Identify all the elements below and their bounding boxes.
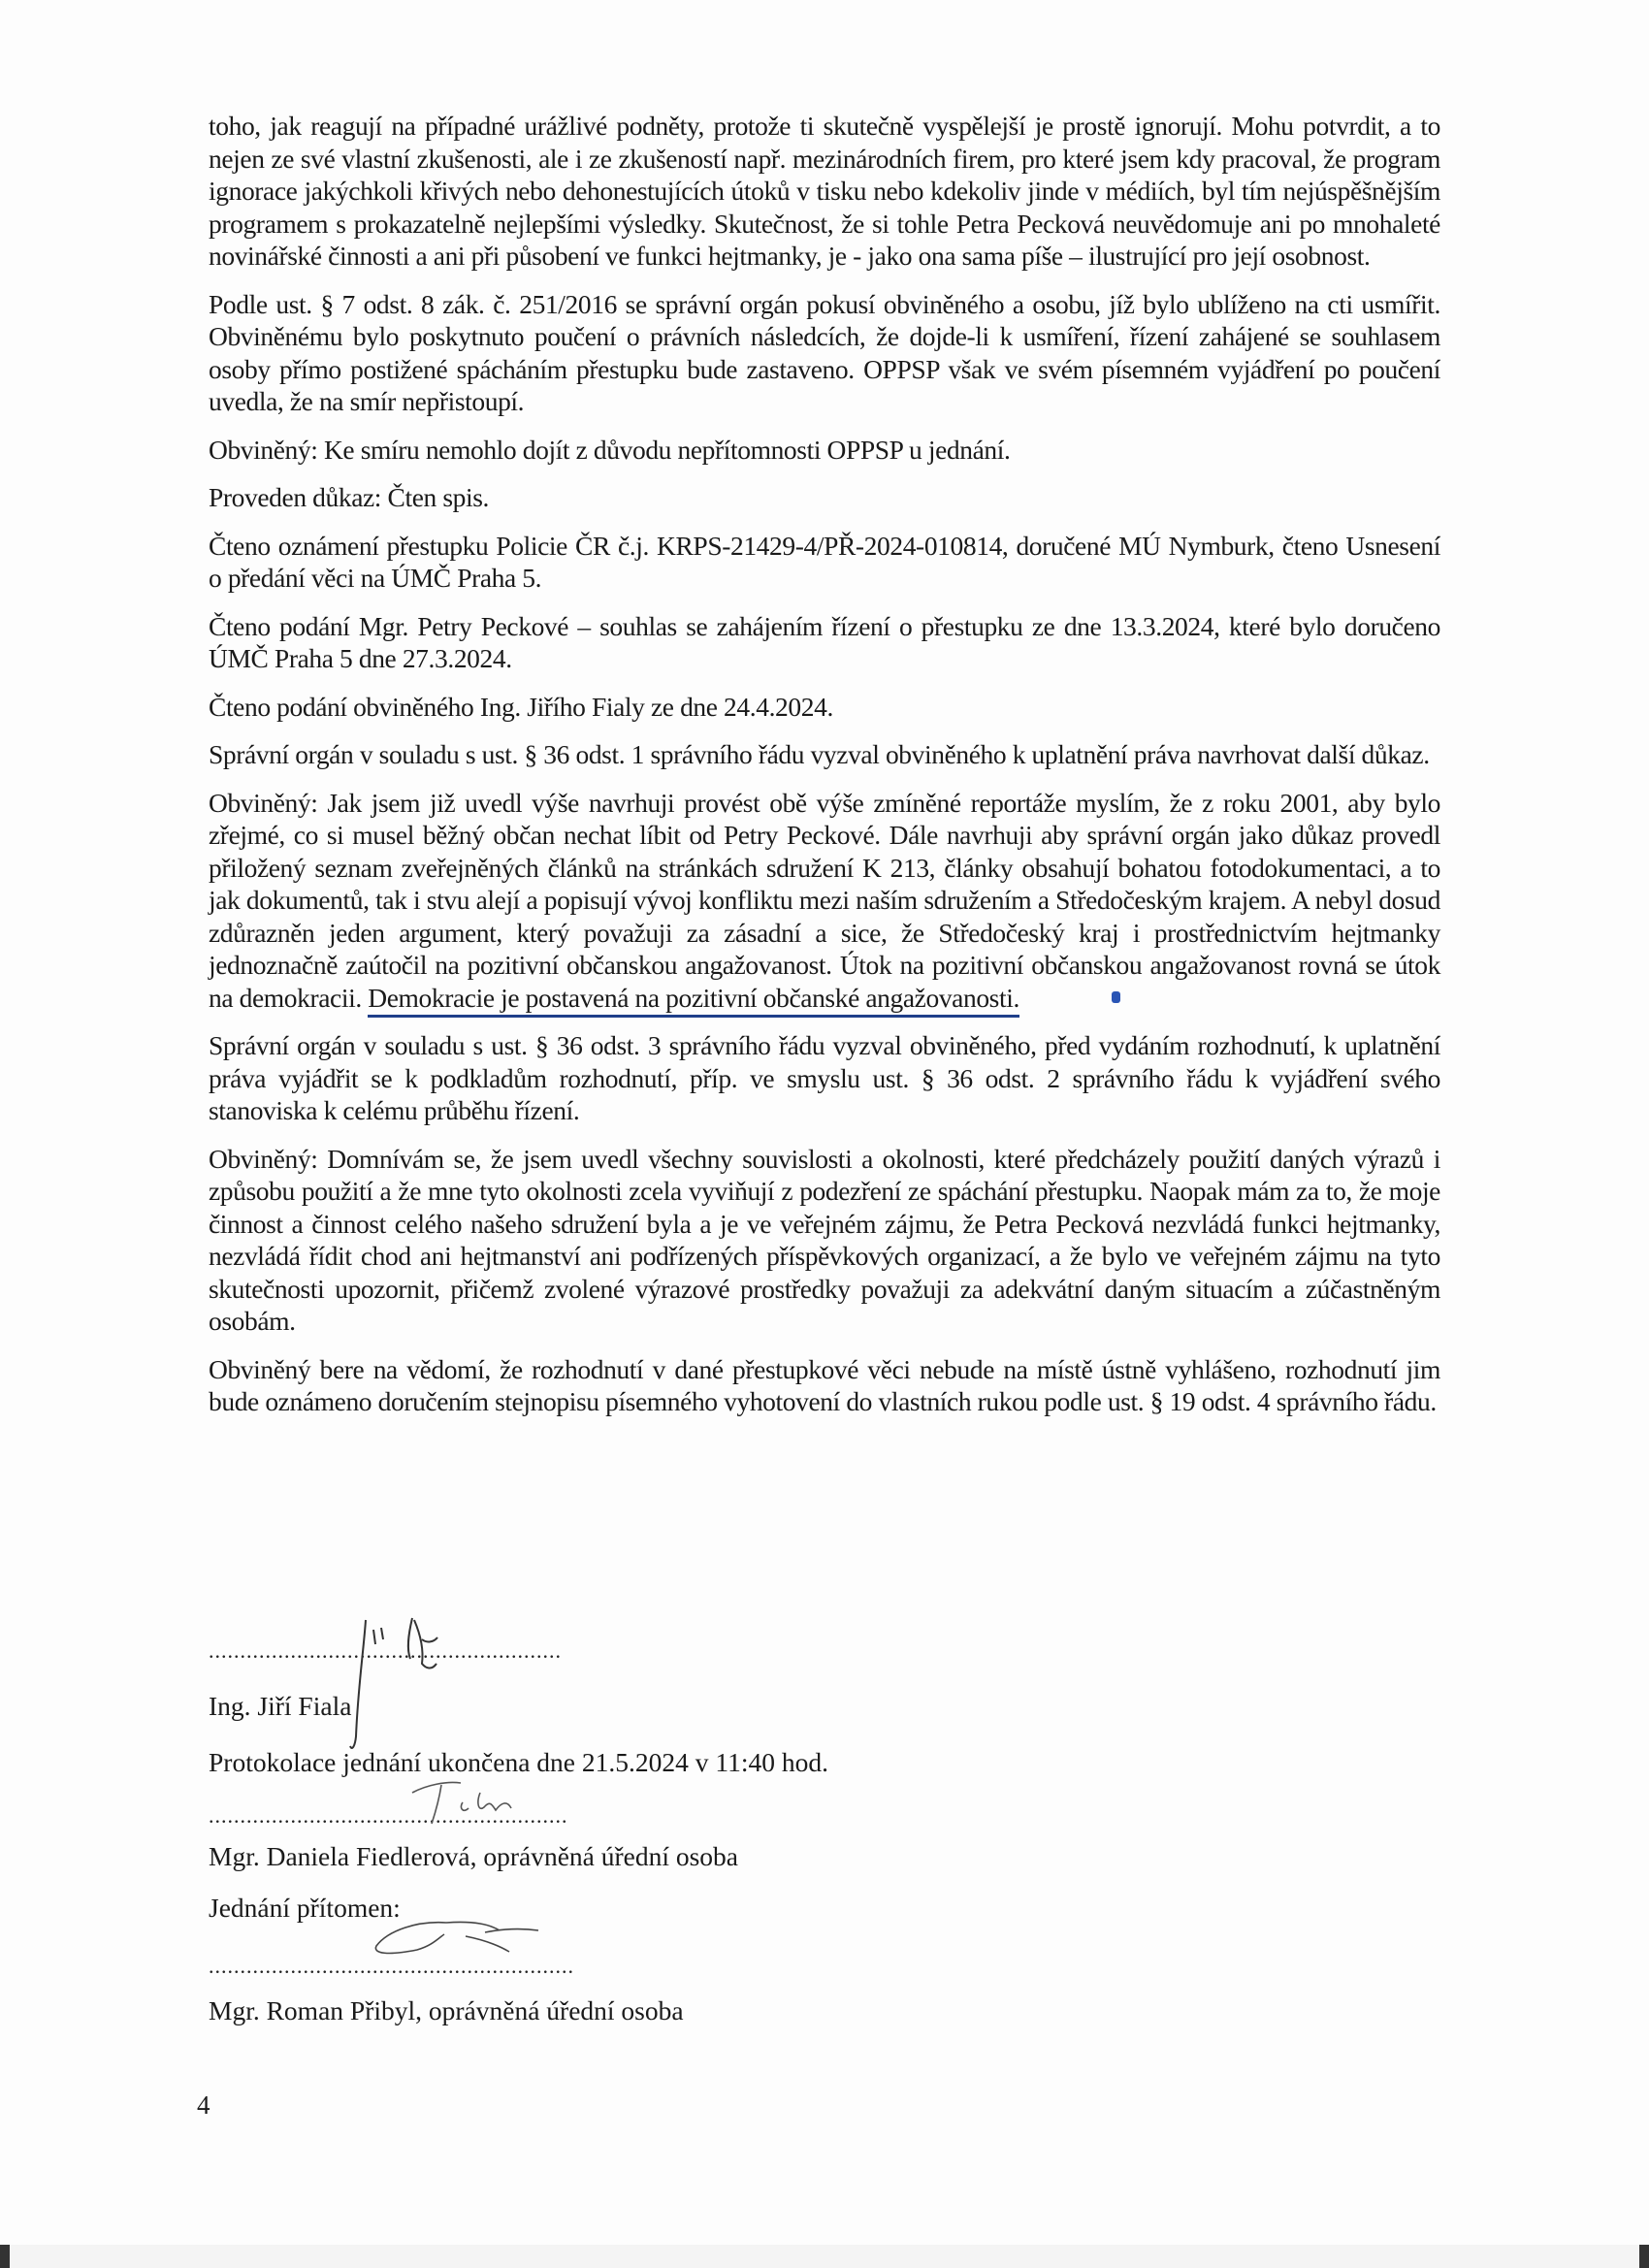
underlined-sentence: Demokracie je postavená na pozitivní občanské angažovanosti.	[368, 983, 1019, 1018]
signature-line-official-1	[209, 1798, 568, 1831]
paragraph-police-report: Čteno oznámení přestupku Policie ČR č.j. KRPS-21429-4/PŘ-2024-010814, doručené MÚ Nymburk, čteno Usnesení o předání věci na ÚMČ Praha 5.	[209, 530, 1440, 593]
paragraph-right-to-comment: Správní orgán v souladu s ust. § 36 odst. 3 správního řádu vyzval obviněného, před vydáním rozhodnutí, k uplatnění práva vyjádřit se k podkladům rozhodnutí, příp. ve smyslu ust. § 36 odst. 2 správního řádu k vyjádření svého stanoviska k celému průběhu řízení.	[209, 1030, 1440, 1125]
paragraph-defendant-statement	[209, 787, 1440, 1015]
paragraph-reconciliation: Podle ust. § 7 odst. 8 zák. č. 251/2016 se správní orgán pokusí obviněného a osobu, jíž bylo ublíženo na cti usmířit. Obviněnému bylo poskytnuto poučení o právních následcích, že dojde-li k usmíření, řízení zahájené se souhlasem osoby přímo postižené spácháním přestupku bude zastaveno. OPPSP však ve svém písemném vyjádření po poučení uvedla, že na smír nepřistoupí.	[209, 288, 1440, 416]
signature-line-defendant	[209, 1633, 562, 1667]
paragraph-defendant-filing: Čteno podání obviněného Ing. Jiřího Fialy ze dne 24.4.2024.	[209, 691, 833, 722]
closing-statement: Protokolace jednání ukončena dne 21.5.2024 v 11:40 hod.	[209, 1747, 828, 1777]
paragraph-evidence-request: Správní orgán v souladu s ust. § 36 odst. 1 správního řádu vyzval obviněného k uplatnění práva navrhovat další důkaz.	[209, 739, 1430, 769]
paragraph-decision-notice: Obviněný bere na vědomí, že rozhodnutí v dané přestupkové věci nebude na místě ústně vyhlášeno, rozhodnutí jim bude oznámeno doručením stejnopisu písemného vyhotovení do vlastních rukou podle ust. § 19 odst. 4 správního řádu.	[209, 1353, 1440, 1416]
signer-name-fiala: Ing. Jiří Fiala	[209, 1691, 352, 1721]
paragraph-consent-filing: Čteno podání Mgr. Petry Peckové – souhlas se zahájením řízení o přestupku ze dne 13.3.2024, které bylo doručeno ÚMČ Praha 5 dne 27.3.2024.	[209, 610, 1440, 673]
scan-corner-left	[0, 2245, 10, 2268]
scan-corner-right	[1639, 2245, 1649, 2268]
page-number: 4	[197, 2090, 210, 2120]
paragraph-defendant-closing: Obviněný: Domnívám se, že jsem uvedl všechny souvislosti a okolnosti, které předcházely použití daných výrazů i způsobu použití a že mne tyto okolnosti zcela vyviňují z podezření ze spáchání přestupku. Naopak mám za to, že moje činnost a činnost celého našeho sdružení byla a je ve veřejném zájmu, že Petra Pecková nezvládá funkci hejtmanky, nezvládá řídit chod ani hejtmanství ani podřízených příspěvkových organizací, a že bylo ve veřejném zájmu na tyto skutečnosti upozornit, přičemž zvolené výrazové prostředky považuji za adekvátní daným situacím a zúčastněným osobám.	[209, 1143, 1440, 1336]
signature-dots: ..........................................................	[209, 1954, 574, 1978]
signer-name-fiedlerova: Mgr. Daniela Fiedlerová, oprávněná úřední osoba	[209, 1841, 739, 1871]
signer-name-pribyl: Mgr. Roman Přibyl, oprávněná úřední osoba	[209, 1995, 684, 2025]
signature-line-official-2	[209, 1948, 574, 1982]
paragraph-evidence: Proveden důkaz: Čten spis.	[209, 482, 489, 512]
paragraph-ignore-attacks: toho, jak reagují na případné urážlivé podněty, protože ti skutečně vyspělejší je prostě ignorují. Mohu potvrdit, a to nejen ze své vlastní zkušenosti, ale i ze zkušeností např. mezinárodních firem, pro které jsem kdy pracoval, že program ignorace jakýchkoli křivých nebo dehonestujících útoků v tisku nebo kdekoliv jinde v médiích, byl tím nejúspěšnějším programem s prokazatelně nejlepšími výsledky. Skutečnost, že si tohle Petra Pecková neuvědomuje ani po mnohaleté novinářské činnosti a ani při působení ve funkci hejtmanky, je - jako ona sama píše – ilustrující pro její osobnost.	[209, 111, 1440, 271]
paragraph-no-reconciliation: Obviněný: Ke smíru nemohlo dojít z důvodu nepřítomnosti OPPSP u jednání.	[209, 434, 1011, 465]
document-body	[209, 110, 1440, 1434]
defendant-statement-text: Obviněný: Jak jsem již uvedl výše navrhuji provést obě výše zmíněné reportáže myslím, že z roku 2001, aby bylo zřejmé, co si musel běžný občan nechat líbit od Petry Peckové. Dále navrhuji aby správní orgán jako důkaz provedl přiložený seznam zveřejněných článků na stránkách sdružení K 213, články obsahují bohatou fotodokumentaci, a to jak dokumentů, tak i stvu alejí a popisují vývoj konfliktu mezi naším sdružením a Středočeským krajem. A nebyl dosud zdůrazněn jeden argument, který považuji za zásadní a sice, že Středočeský kraj i prostřednictvím hejtmanky jednoznačně zaútočil na pozitivní občanskou angažovanost. Útok na pozitivní občanskou angažovanost rovná se útok na demokracii.	[209, 787, 1440, 1013]
ink-mark	[1112, 991, 1120, 1003]
present-label: Jednání přítomen:	[209, 1893, 401, 1923]
signature-dots: .........................................................	[209, 1803, 568, 1828]
scan-edge	[0, 2245, 1649, 2268]
signature-dots: ........................................................	[209, 1638, 562, 1663]
